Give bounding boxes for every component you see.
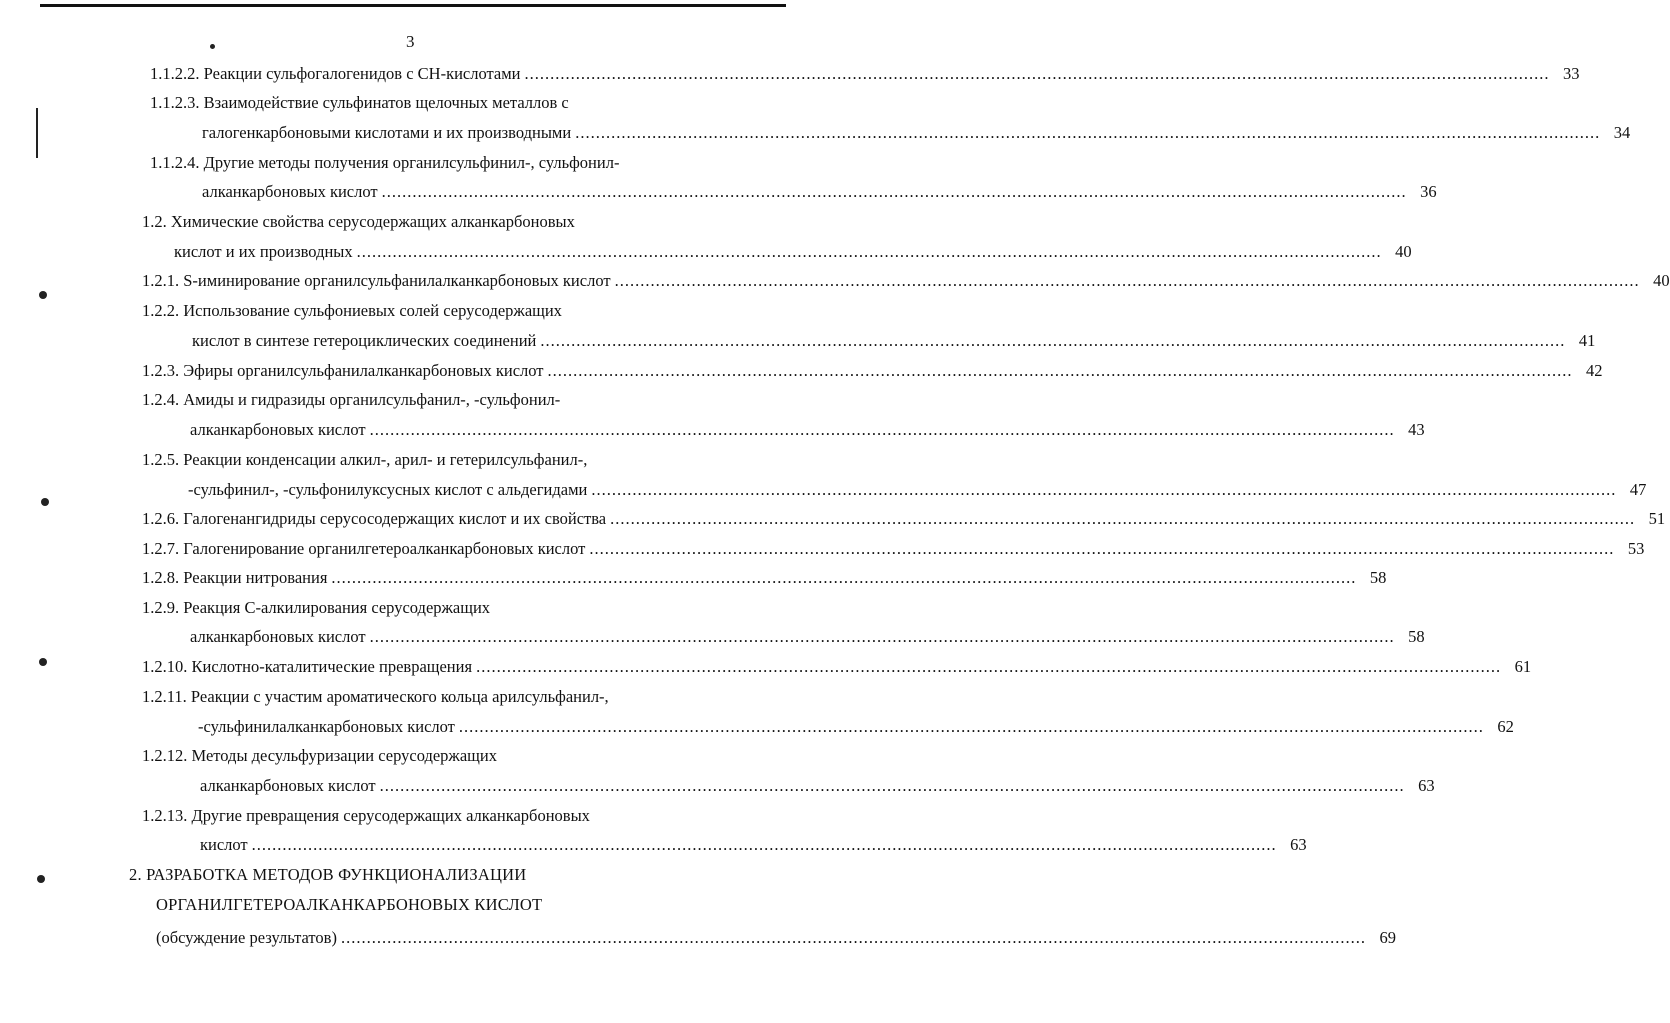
toc-page-number: 36 [1420, 182, 1437, 201]
toc-page-number: 63 [1418, 776, 1435, 795]
toc-entry-1-2-1 [142, 270, 1670, 292]
dot-leader: ........................................................................................................................................................................................................ [614, 271, 1640, 290]
toc-page-number: 51 [1648, 509, 1666, 528]
toc-entry-2-cont [156, 894, 542, 916]
toc-entry-text: 1.2.12. Методы десульфуризации серусодержащих [142, 746, 497, 765]
toc-page-number: 62 [1497, 717, 1514, 736]
dot-leader: ........................................................................................................................................................................................................ [251, 835, 1277, 854]
dot-leader: ........................................................................................................................................................................................................ [524, 64, 1550, 83]
page-number: 3 [406, 32, 415, 51]
toc-entry-text: 1.2.9. Реакция С-алкилирования серусодержащих [142, 598, 491, 617]
toc-entry-text: 1.1.2.4. Другие методы получения органилсульфинил-, сульфонил- [150, 153, 620, 172]
toc-entry-text: ОРГАНИЛГЕТЕРОАЛКАНКАРБОНОВЫХ КИСЛОТ [156, 895, 543, 914]
toc-entry-text: -сульфинилалканкарбоновых кислот [198, 717, 455, 736]
dot-leader: ........................................................................................................................................................................................................ [589, 539, 1615, 558]
dot-leader: ........................................................................................................................................................................................................ [575, 123, 1601, 142]
dot-leader: ........................................................................................................................................................................................................ [540, 331, 1566, 350]
toc-page-number: 58 [1369, 568, 1387, 587]
toc-entry-text: 1.2.5. Реакции конденсации алкил-, арил- и гетерилсульфанил-, [142, 450, 588, 469]
toc-entry-1-2-5-cont [188, 479, 1647, 501]
toc-entry-text: алканкарбоновых кислот [200, 776, 376, 795]
toc-entry-text: 1.2.13. Другие превращения серусодержащих алканкарбоновых [142, 806, 590, 825]
toc-entry-text: 1.2.3. Эфиры органилсульфанилалканкарбоновых кислот [142, 361, 544, 380]
toc-entry-1-2-8 [142, 567, 1387, 589]
toc-page-number: 63 [1290, 835, 1307, 854]
toc-entry-1-2-7 [142, 538, 1645, 560]
dot-leader: ........................................................................................................................................................................................................ [369, 420, 1395, 439]
toc-entry-text: 1.2.8. Реакции нитрования [142, 568, 328, 587]
toc-entry-text: 1.2.11. Реакции с участим ароматического кольца арилсульфанил-, [142, 687, 609, 706]
toc-entry-text: 1.1.2.3. Взаимодействие сульфинатов щелочных металлов с [150, 93, 569, 112]
toc-entry-text: -сульфинил-, -сульфонилуксусных кислот с альдегидами [188, 480, 588, 499]
toc-page-number: 42 [1586, 361, 1603, 380]
dot-leader: ........................................................................................................................................................................................................ [591, 480, 1617, 499]
dot-leader: ........................................................................................................................................................................................................ [610, 509, 1636, 528]
toc-entry-text: 1.1.2.2. Реакции сульфогалогенидов с СН-кислотами [150, 64, 521, 83]
toc-entry-text: галогенкарбоновыми кислотами и их производными [202, 123, 572, 142]
dot-leader: ........................................................................................................................................................................................................ [331, 568, 1357, 587]
toc-entry-1-2-4-cont [190, 419, 1425, 441]
toc-entry-1-2-3 [142, 360, 1603, 382]
toc-entry-1-2-13-cont [200, 834, 1307, 856]
dot-leader: ........................................................................................................................................................................................................ [379, 776, 1405, 795]
toc-entry-1-2-10 [142, 656, 1532, 678]
toc-page-number: 53 [1627, 539, 1645, 558]
toc-page-number: 40 [1395, 242, 1412, 261]
toc-entry-1-2-4 [142, 389, 560, 411]
toc-entry-1-2-cont [174, 241, 1412, 263]
toc-entry-2 [129, 864, 526, 886]
toc-entry-1-1-2-3-cont [202, 122, 1631, 144]
toc-entry-text: алканкарбоновых кислот [190, 627, 366, 646]
toc-entry-text: 1.2.7. Галогенирование органилгетероалканкарбоновых кислот [142, 539, 586, 558]
toc-entry-text: кислот и их производных [174, 242, 353, 261]
toc-entry-1-1-2-4 [150, 152, 619, 174]
toc-entry-1-2-9 [142, 597, 490, 619]
toc-entry-text: 1.2. Химические свойства серусодержащих алканкарбоновых [142, 212, 575, 231]
toc-page-number: 58 [1408, 627, 1425, 646]
dot-leader: ........................................................................................................................................................................................................ [476, 657, 1502, 676]
toc-entry-text: алканкарбоновых кислот [202, 182, 378, 201]
top-border-line [40, 4, 786, 7]
toc-page-number: 61 [1514, 657, 1532, 676]
dot-leader: ........................................................................................................................................................................................................ [547, 361, 1573, 380]
dot-leader: ........................................................................................................................................................................................................ [356, 242, 1382, 261]
scan-dot-mark [41, 498, 49, 506]
toc-entry-1-2-2-cont [192, 330, 1596, 352]
toc-entry-1-2-9-cont [190, 626, 1425, 648]
toc-page-number: 47 [1629, 480, 1647, 499]
toc-entry-1-2-2 [142, 300, 562, 322]
toc-entry-1-2-13 [142, 805, 590, 827]
toc-entry-text: алканкарбоновых кислот [190, 420, 366, 439]
scan-dot-mark [39, 658, 47, 666]
toc-entry-1-2-12 [142, 745, 497, 767]
scan-dot-mark [39, 291, 47, 299]
toc-entry-1-2-11-cont [198, 716, 1514, 738]
toc-entry-text: 1.2.6. Галогенангидриды серусосодержащих кислот и их свойства [142, 509, 607, 528]
toc-entry-text: (обсуждение результатов) [156, 928, 337, 947]
toc-entry-1-2-12-cont [200, 775, 1435, 797]
toc-page-number: 34 [1613, 123, 1631, 142]
toc-entry-1-2-11 [142, 686, 609, 708]
toc-entry-1-2-5 [142, 449, 587, 471]
dot-leader: ........................................................................................................................................................................................................ [340, 928, 1366, 947]
toc-page-number: 41 [1578, 331, 1596, 350]
toc-page-number: 69 [1379, 928, 1396, 947]
toc-entry-text: 2. РАЗРАБОТКА МЕТОДОВ ФУНКЦИОНАЛИЗАЦИИ [129, 865, 527, 884]
toc-entry-text: кислот [200, 835, 248, 854]
scan-dot-mark [210, 44, 215, 49]
toc-entry-text: 1.2.1. S-иминирование органилсульфанилалканкарбоновых кислот [142, 271, 611, 290]
dot-leader: ........................................................................................................................................................................................................ [458, 717, 1484, 736]
toc-entry-1-1-2-3 [150, 92, 569, 114]
toc-entry-1-2 [142, 211, 575, 233]
toc-entry-1-1-2-4-cont [202, 181, 1437, 203]
scan-dot-mark [37, 875, 45, 883]
toc-entry-text: 1.2.2. Использование сульфониевых солей серусодержащих [142, 301, 562, 320]
toc-page-number: 43 [1408, 420, 1425, 439]
toc-page-number: 33 [1563, 64, 1580, 83]
toc-entry-text: 1.2.4. Амиды и гидразиды органилсульфанил-, -сульфонил- [142, 390, 561, 409]
toc-entry-text: кислот в синтезе гетероциклических соединений [192, 331, 537, 350]
dot-leader: ........................................................................................................................................................................................................ [381, 182, 1407, 201]
toc-entry-1-1-2-2 [150, 63, 1580, 85]
toc-entry-text: 1.2.10. Кислотно-каталитические превращения [142, 657, 473, 676]
toc-entry-1-2-6 [142, 508, 1666, 530]
dot-leader: ........................................................................................................................................................................................................ [369, 627, 1395, 646]
scan-margin-mark [36, 108, 38, 158]
toc-entry-2-cont-2 [156, 927, 1396, 949]
toc-page-number: 40 [1653, 271, 1670, 290]
